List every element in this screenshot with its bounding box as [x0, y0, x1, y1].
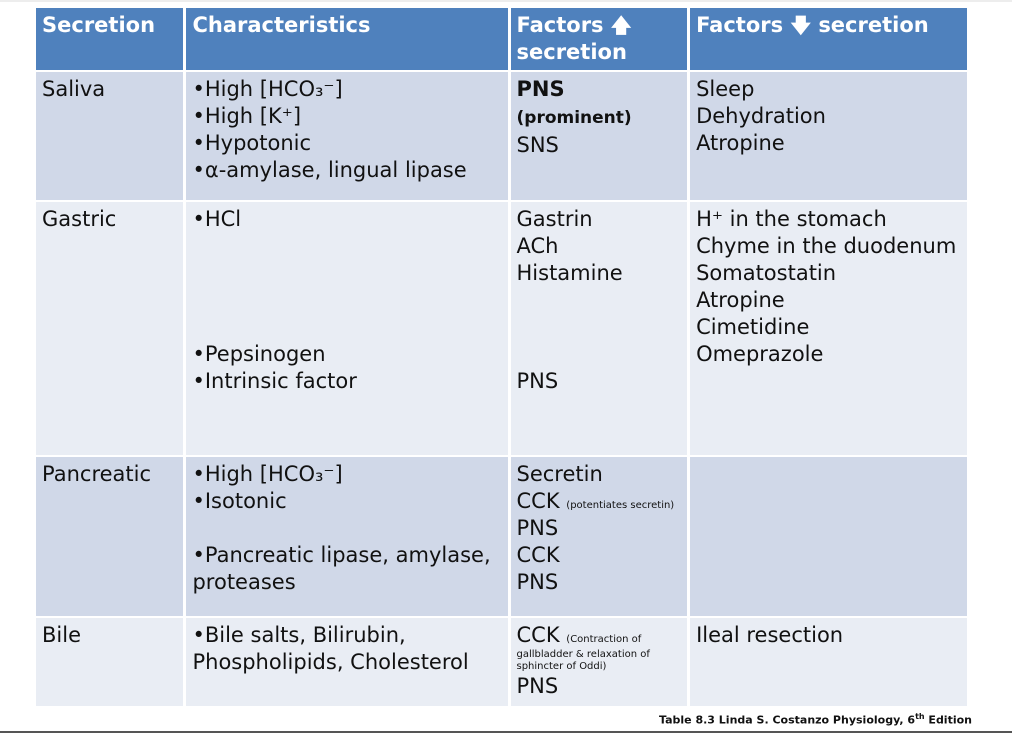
table-caption — [659, 712, 972, 727]
caption-suffix: Edition — [924, 713, 972, 727]
row-name-bile: Bile — [36, 618, 183, 706]
list-item: Somatostatin — [696, 261, 837, 285]
header-factors-decrease — [690, 8, 967, 70]
list-item: •Pepsinogen — [192, 342, 326, 366]
caption-text: Table 8.3 Linda S. Costanzo Physiology, 6 — [659, 713, 916, 727]
header-factors-decrease-suffix: secretion — [818, 13, 929, 37]
list-item: Dehydration — [696, 104, 826, 128]
table-row-bile — [36, 618, 967, 706]
list-item: •High [HCO₃⁻] — [192, 77, 343, 101]
list-item: Gastrin — [516, 207, 593, 231]
list-item-note: (prominent) — [516, 108, 632, 128]
list-item: CCK — [516, 543, 560, 567]
row-name-saliva: Saliva — [36, 72, 183, 200]
list-item: Cimetidine — [696, 315, 810, 339]
list-item: Histamine — [516, 261, 623, 285]
secretion-table — [33, 6, 970, 708]
list-item: •HCl — [192, 207, 242, 231]
top-border — [0, 0, 1012, 2]
down-arrow-icon: 🡇 — [790, 13, 811, 37]
list-item: Chyme in the duodenum — [696, 234, 957, 258]
header-factors-increase-label: Factors — [516, 13, 604, 37]
header-secretion: Secretion — [36, 8, 183, 70]
list-item: PNS — [516, 369, 559, 393]
list-item-note: gallbladder & relaxation of — [516, 649, 650, 660]
list-item: PNS — [516, 77, 565, 101]
list-item: •α-amylase, lingual lipase — [192, 158, 467, 182]
header-factors-increase — [511, 8, 688, 70]
bile-characteristics — [186, 618, 507, 706]
table-row-pancreatic — [36, 457, 967, 616]
row-name-pancreatic: Pancreatic — [36, 457, 183, 616]
header-characteristics: Characteristics — [186, 8, 507, 70]
list-item-note: sphincter of Oddi) — [516, 661, 607, 672]
row-name-gastric: Gastric — [36, 202, 183, 455]
gastric-characteristics — [186, 202, 507, 455]
table-row-saliva — [36, 72, 967, 200]
bile-factors-decrease: Ileal resection — [690, 618, 967, 706]
list-item: PNS — [516, 674, 559, 698]
list-item: PNS — [516, 516, 559, 540]
saliva-characteristics — [186, 72, 507, 200]
pancreatic-characteristics — [186, 457, 507, 616]
list-item: •High [HCO₃⁻] — [192, 462, 343, 486]
list-item: H⁺ in the stomach — [696, 207, 887, 231]
list-item: Atropine — [696, 131, 785, 155]
header-factors-increase-line2: secretion — [516, 40, 627, 64]
list-item: SNS — [516, 133, 559, 157]
list-item: •High [K⁺] — [192, 104, 302, 128]
list-item: Phospholipids, Cholesterol — [192, 650, 469, 674]
list-item: Secretin — [516, 462, 603, 486]
list-item: proteases — [192, 570, 296, 594]
list-item: •Intrinsic factor — [192, 369, 357, 393]
list-item: •Hypotonic — [192, 131, 312, 155]
header-factors-decrease-label: Factors — [696, 13, 784, 37]
gastric-factors-decrease — [690, 202, 967, 455]
header-row — [36, 8, 967, 70]
list-item-note: (Contraction of — [566, 634, 642, 645]
list-item: •Pancreatic lipase, amylase, — [192, 543, 491, 567]
table-row-gastric — [36, 202, 967, 455]
list-item: ACh — [516, 234, 559, 258]
list-item: Omeprazole — [696, 342, 824, 366]
gastric-factors-increase — [511, 202, 688, 455]
list-item: Atropine — [696, 288, 785, 312]
up-arrow-icon: 🡅 — [610, 13, 632, 37]
saliva-factors-decrease — [690, 72, 967, 200]
list-item: •Isotonic — [192, 489, 287, 513]
list-item-note: (potentiates secretin) — [566, 500, 675, 511]
list-item: •Bile salts, Bilirubin, — [192, 623, 406, 647]
saliva-factors-increase — [511, 72, 688, 200]
list-item: CCK — [516, 489, 560, 513]
pancreatic-factors-increase — [511, 457, 688, 616]
pancreatic-factors-decrease — [690, 457, 967, 616]
caption-sup: th — [915, 712, 925, 721]
list-item: CCK — [516, 623, 560, 647]
list-item: PNS — [516, 570, 559, 594]
list-item: Sleep — [696, 77, 755, 101]
bile-factors-increase — [511, 618, 688, 706]
